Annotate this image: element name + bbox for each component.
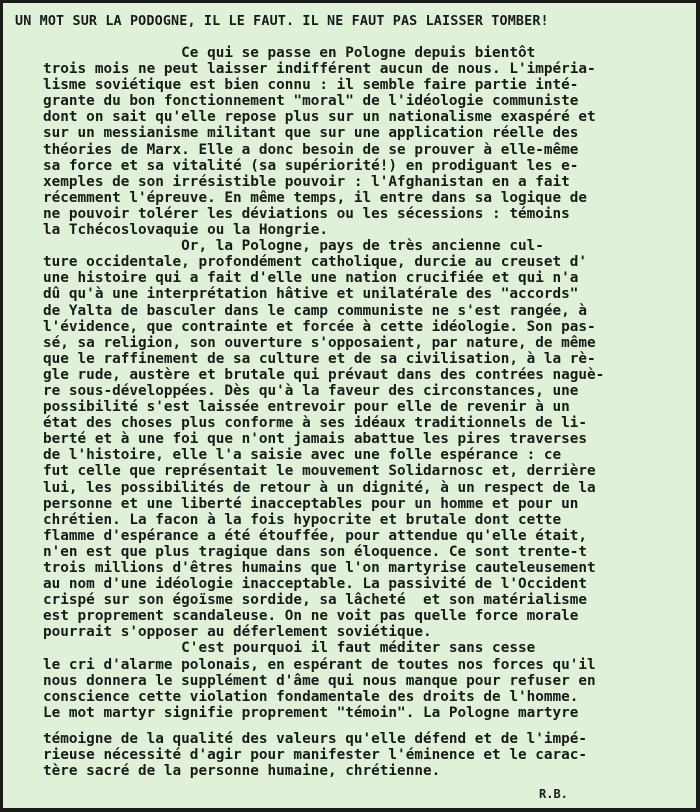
text-line: Ce qui se passe en Pologne depuis bientôt [43, 45, 536, 61]
text-line: l'évidence, que contrainte et forcée à cette idéologie. Son pas- [43, 318, 596, 335]
text-line: le cri d'alarme polonais, en espérant de toutes nos forces qu'il [43, 656, 596, 673]
text-line: de Yalta de basculer dans le camp communiste ne s'est rangée, à [43, 302, 588, 319]
text-line: ture occidentale, profondément catholique, durcie au creuset d' [43, 254, 588, 271]
text-line: témoigne de la qualité des valeurs qu'elle défend et de l'impé- [43, 730, 588, 747]
text-line: dû qu'à une interprétation hâtive et unilatérale des "accords" [43, 286, 579, 303]
text-line: tère sacré de la personne humaine, chrétienne. [43, 763, 441, 780]
text-line: une histoire qui a fait d'elle une nation crucifiée et qui n'a [43, 270, 579, 287]
text-line: pourrait s'opposer au déferlement soviétique. [43, 624, 432, 641]
text-line: xemples de son irrésistible pouvoir : l'Afghanistan en a fait [43, 173, 570, 190]
paragraph-2 [43, 238, 699, 640]
text-line: nous donnera le supplément d'âme qui nous manque pour refuser en [43, 672, 596, 689]
text-line: possibilité s'est laissée entrevoir pour elle de revenir à un [43, 399, 570, 416]
text-line: fut celle que représentait le mouvement Solidarnosc et, derrière [43, 463, 596, 480]
text-line: Or, la Pologne, pays de très ancienne cul- [43, 238, 544, 255]
paragraph-1 [43, 45, 699, 238]
text-line: lisme soviétique est bien connu : il semble faire partie inté- [43, 77, 579, 94]
paragraph-gap [43, 721, 699, 731]
text-line: que le raffinement de sa culture et de sa civilisation, à la rè- [43, 350, 596, 367]
text-line: lui, les possibilités de retour à un dignité, à un respect de la [43, 479, 596, 496]
text-line: sur un messianisme militant que sur une application réelle des [43, 125, 579, 142]
text-line: trois millions d'êtres humains que l'on martyrise cauteleusement [43, 560, 596, 576]
text-line: trois mois ne peut laisser indifférent aucun de nous. L'impéria- [43, 61, 596, 78]
text-line: chrétien. La facon à la fois hypocrite et brutale dont cette [43, 511, 562, 528]
text-line: la Tchécoslovaquie ou la Hongrie. [43, 222, 328, 239]
text-line: dont on sait qu'elle repose plus sur un nationalisme exaspéré et [43, 109, 596, 126]
text-line: est proprement scandaleuse. On ne voit pas quelle force morale [43, 608, 579, 625]
text-line: théories de Marx. Elle a donc besoin de se prouver à elle-même [43, 141, 579, 158]
text-line: état des choses plus conforme à ses idéaux traditionnels de li- [43, 415, 588, 432]
text-line: berté et à une foi que n'ont jamais abattue les pires traverses [43, 431, 588, 448]
text-line: ne pouvoir tolérer les déviations ou les sécessions : témoins [43, 205, 570, 222]
text-line: gle rude, austère et brutale qui prévaut dans des contrées naguè- [43, 366, 605, 383]
text-line: n'en est que plus tragique dans son éloquence. Ce sont trente-t [43, 543, 588, 560]
text-line: au nom d'une idéologie inacceptable. La passivité de l'Occident [43, 576, 588, 593]
text-line: Le mot martyr signifie proprement "témoin". La Pologne martyre [43, 704, 579, 721]
text-line: grante du bon fonctionnement "moral" de l'idéologie communiste [43, 93, 579, 110]
text-line: C'est pourquoi il faut méditer sans cesse [43, 640, 536, 657]
text-line: sa force et sa vitalité (sa supériorité!) en prodiguant les e- [43, 157, 579, 174]
text-line: crispé sur son égoïsme sordide, sa lâcheté et son matérialisme [43, 592, 588, 609]
text-line: re sous-développées. Dès qu'à la faveur des circonstances, une [43, 382, 579, 399]
text-line: personne et une liberté inacceptables pour un homme et pour un [43, 495, 579, 512]
text-line: sé, sa religion, son ouverture s'opposaient, par nature, de même [43, 334, 596, 351]
paragraph-4 [43, 731, 699, 779]
text-line: rieuse nécessité d'agir pour manifester l'éminence et le carac- [43, 747, 588, 764]
document-title: UN MOT SUR LA PODOGNE, IL LE FAUT. IL NE FAUT PAS LAISSER TOMBER! [15, 14, 549, 29]
text-line: de l'histoire, elle l'a saisie avec une folle espérance : ce [43, 447, 562, 464]
paragraph-3 [43, 640, 699, 720]
document-body [43, 45, 699, 779]
signature: R.B. [539, 787, 568, 801]
text-line: flamme d'espérance a été étouffée, pour attendue qu'elle était, [43, 527, 588, 544]
text-line: conscience cette violation fondamentale des droits de l'homme. [43, 688, 579, 705]
text-line: récemment l'épreuve. En même temps, il entre dans sa logique de [43, 189, 588, 206]
